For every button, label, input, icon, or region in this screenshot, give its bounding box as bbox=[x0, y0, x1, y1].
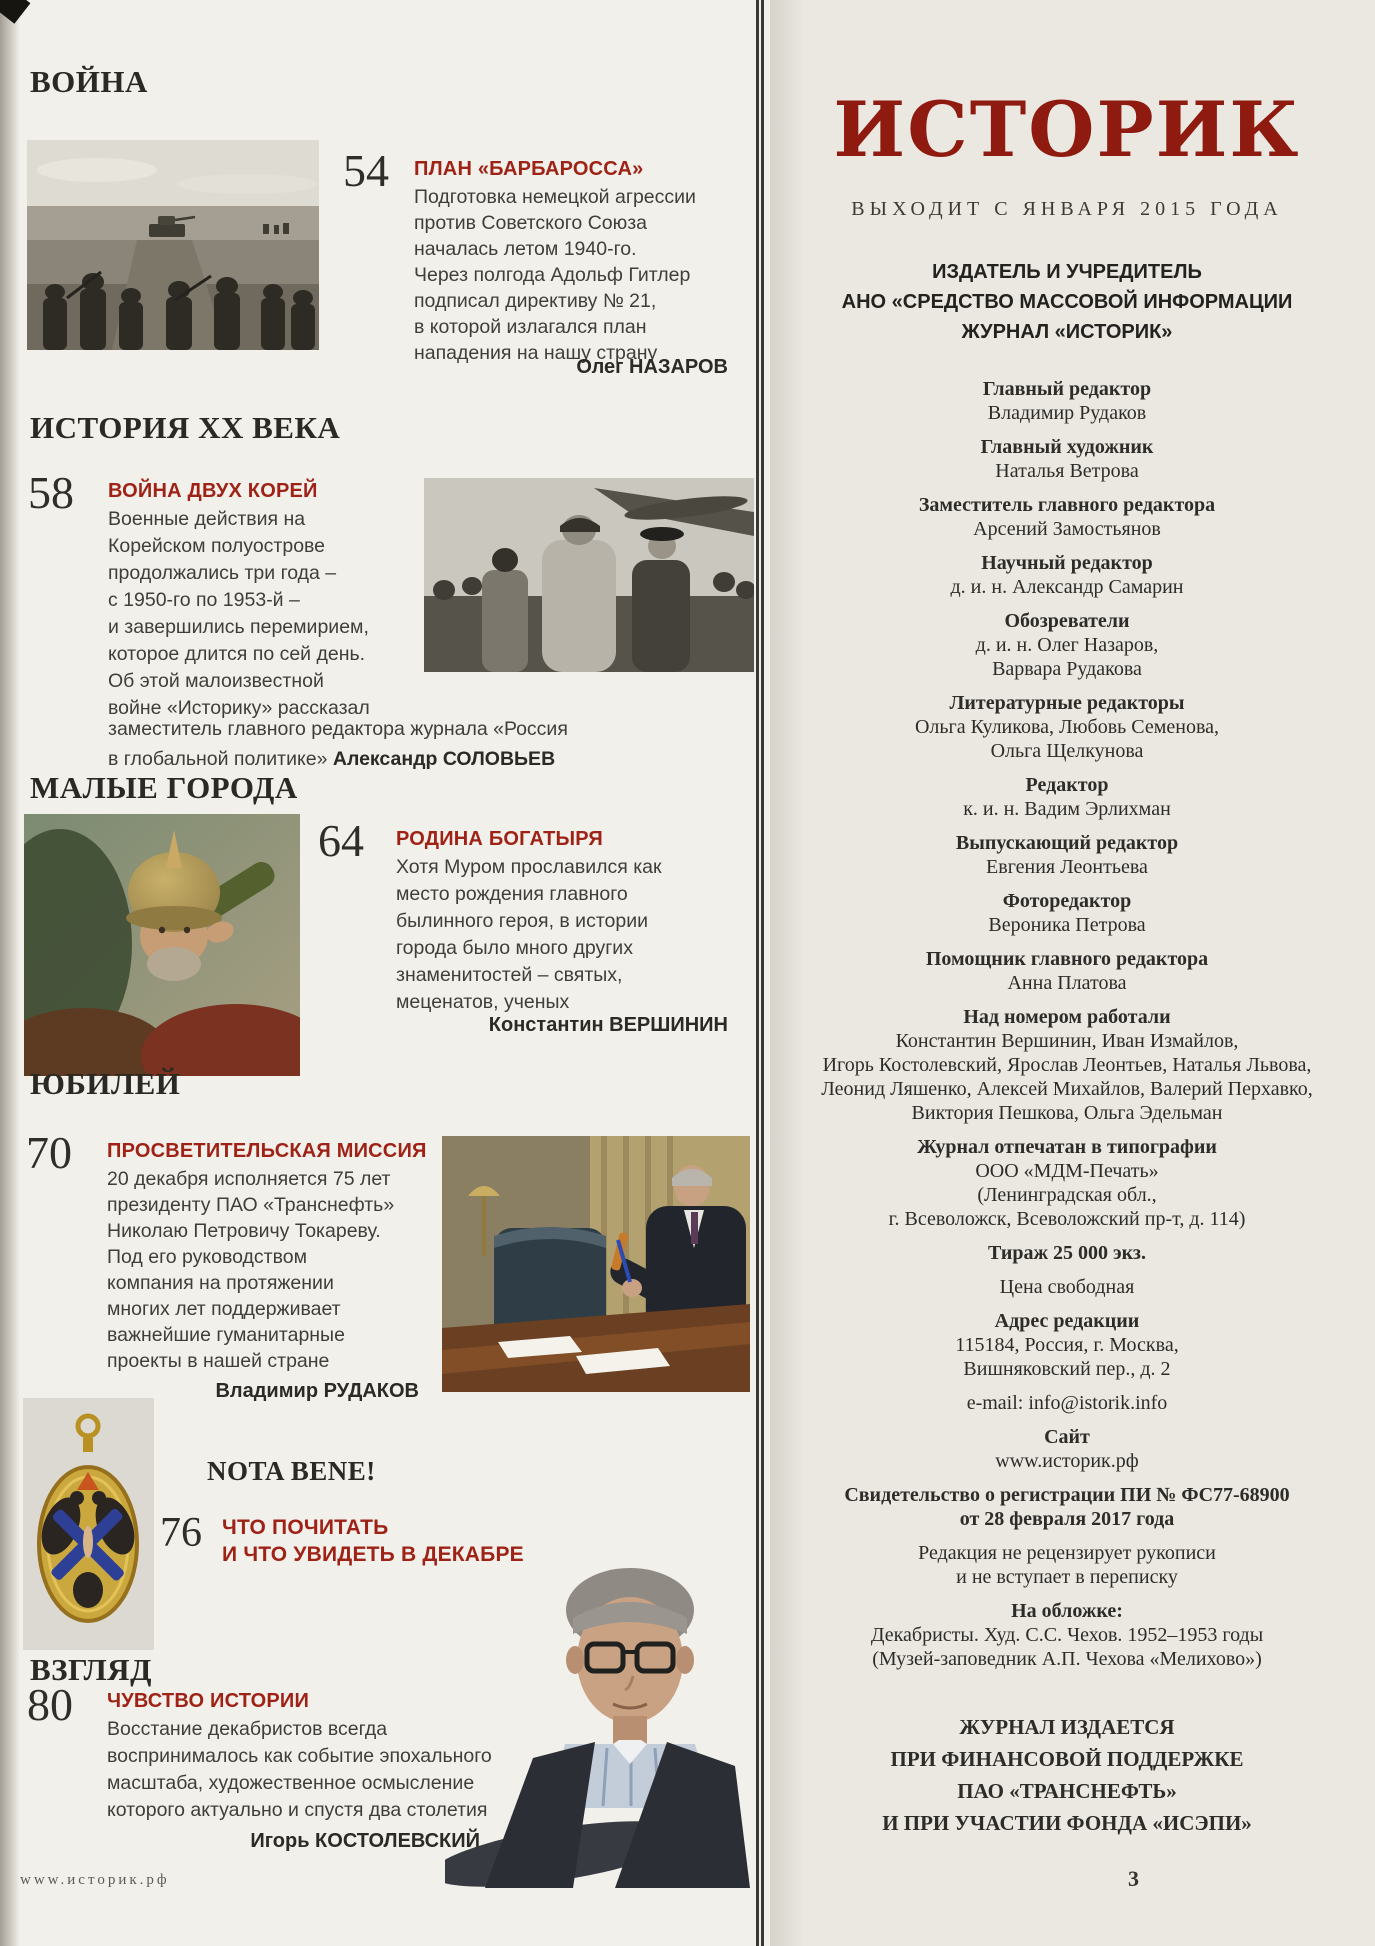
war-photo bbox=[27, 140, 319, 350]
desc-line: многих лет поддерживает bbox=[107, 1298, 341, 1320]
masthead-line: Ольга Куликова, Любовь Семенова, bbox=[914, 716, 1220, 738]
masthead-line: 115184, Россия, г. Москва, bbox=[955, 1334, 1179, 1356]
article-desc-54 bbox=[414, 184, 714, 366]
section-heading-nota-bene: NOTA BENE! bbox=[207, 1456, 376, 1486]
masthead-line: Обозреватели bbox=[1004, 610, 1130, 632]
desc-line: войне «Историку» рассказал bbox=[108, 697, 370, 719]
masthead-line: Научный редактор bbox=[981, 552, 1153, 574]
masthead-group bbox=[788, 947, 1346, 995]
publisher-line: ИЗДАТЕЛЬ И УЧРЕДИТЕЛЬ bbox=[932, 261, 1202, 283]
desc-line: президенту ПАО «Транснефть» bbox=[107, 1194, 395, 1216]
masthead-group bbox=[788, 1599, 1346, 1671]
desc-line: былинного героя, в истории bbox=[396, 910, 649, 932]
desc-line: Подготовка немецкой агрессии bbox=[414, 186, 696, 208]
masthead-line: и не вступает в переписку bbox=[956, 1566, 1178, 1588]
article-author-58: Александр СОЛОВЬЕВ bbox=[332, 748, 556, 770]
article-desc-58-wide: заместитель главного редактора журнала «Россия bbox=[108, 718, 568, 740]
desc-line: 20 декабря исполняется 75 лет bbox=[107, 1168, 391, 1190]
desc-line: продолжались три года – bbox=[108, 562, 337, 584]
masthead-line: Игорь Костолевский, Ярослав Леонтьев, Наталья Львова, bbox=[822, 1054, 1312, 1076]
article-author-54: Олег НАЗАРОВ bbox=[576, 356, 728, 378]
desc-line: место рождения главного bbox=[396, 883, 628, 905]
masthead-line: г. Всеволожск, Всеволожский пр-т, д. 114) bbox=[888, 1208, 1246, 1230]
page-number-76: 76 bbox=[160, 1510, 202, 1556]
article-desc-58 bbox=[108, 506, 418, 722]
masthead-line: Литературные редакторы bbox=[949, 692, 1185, 714]
masthead-group bbox=[788, 1135, 1346, 1231]
masthead-line: д. и. н. Олег Назаров, bbox=[975, 634, 1159, 656]
masthead-group bbox=[788, 1275, 1346, 1299]
masthead-line: (Музей-заповедник А.П. Чехова «Мелихово») bbox=[872, 1648, 1262, 1670]
masthead-group bbox=[788, 493, 1346, 541]
article-title-54: ПЛАН «БАРБАРОССА» bbox=[414, 158, 644, 180]
masthead-line: Заместитель главного редактора bbox=[918, 494, 1216, 516]
masthead-line: Константин Вершинин, Иван Измайлов, bbox=[895, 1030, 1239, 1052]
masthead-line: www.историк.рф bbox=[995, 1450, 1139, 1472]
masthead-line: Главный редактор bbox=[982, 378, 1152, 400]
page-number-54: 54 bbox=[343, 145, 389, 196]
page-number-70: 70 bbox=[26, 1127, 72, 1178]
page-number-58: 58 bbox=[28, 467, 74, 518]
desc-line: Восстание декабристов всегда bbox=[107, 1718, 388, 1740]
masthead-group bbox=[788, 609, 1346, 681]
masthead-line: Редактор bbox=[1025, 774, 1109, 796]
desc-line: Через полгода Адольф Гитлер bbox=[414, 264, 691, 286]
masthead-line: Адрес редакции bbox=[994, 1310, 1140, 1332]
desc-line: Военные действия на bbox=[108, 508, 306, 530]
masthead-line: Выпускающий редактор bbox=[955, 832, 1179, 854]
masthead-line: Виктория Пешкова, Ольга Эдельман bbox=[911, 1102, 1223, 1124]
desc-line: Николаю Петровичу Токареву. bbox=[107, 1220, 381, 1242]
desc-line: Корейском полуострове bbox=[108, 535, 326, 557]
desc-line: компания на протяжении bbox=[107, 1272, 334, 1294]
article-desc-64 bbox=[396, 854, 706, 1016]
masthead-group bbox=[788, 377, 1346, 425]
masthead-group bbox=[788, 1391, 1346, 1415]
desc-line: Об этой малоизвестной bbox=[108, 670, 324, 692]
title-line: И ЧТО УВИДЕТЬ В ДЕКАБРЕ bbox=[222, 1543, 524, 1566]
article-title-80: ЧУВСТВО ИСТОРИИ bbox=[107, 1690, 310, 1712]
desc-line: которое длится по сей день. bbox=[108, 643, 366, 665]
masthead-line: Арсений Замостьянов bbox=[973, 518, 1161, 540]
desc-line: меценатов, ученых bbox=[396, 991, 570, 1013]
desc-line: проекты в нашей стране bbox=[107, 1350, 330, 1372]
masthead-line: ЖУРНАЛ ИЗДАЕТСЯ bbox=[959, 1715, 1175, 1739]
masthead-line: ПРИ ФИНАНСОВОЙ ПОДДЕРЖКЕ bbox=[890, 1747, 1244, 1771]
masthead-group bbox=[788, 773, 1346, 821]
masthead-line: Сайт bbox=[1044, 1426, 1090, 1448]
masthead-group bbox=[788, 889, 1346, 937]
masthead-line: Вероника Петрова bbox=[988, 914, 1146, 936]
page-number-footer: 3 bbox=[1128, 1866, 1139, 1891]
article-title-58: ВОЙНА ДВУХ КОРЕЙ bbox=[108, 480, 318, 502]
korean-war-photo bbox=[424, 478, 754, 672]
masthead-group bbox=[788, 1241, 1346, 1265]
section-heading-towns: МАЛЫЕ ГОРОДА bbox=[30, 770, 298, 805]
masthead-line: ПАО «ТРАНСНЕФТЬ» bbox=[957, 1779, 1177, 1803]
masthead-group bbox=[788, 1541, 1346, 1589]
masthead-line: Владимир Рудаков bbox=[987, 402, 1147, 424]
desc-line: масштаба, художественное осмысление bbox=[107, 1772, 475, 1794]
publisher-block bbox=[788, 257, 1346, 347]
article-author-64: Константин ВЕРШИНИН bbox=[488, 1014, 728, 1036]
desc-line: важнейшие гуманитарные bbox=[107, 1324, 345, 1346]
masthead bbox=[788, 85, 1346, 1839]
masthead-line: Главный художник bbox=[980, 436, 1154, 458]
article-author-70: Владимир РУДАКОВ bbox=[215, 1380, 419, 1402]
section-heading-view: ВЗГЛЯД bbox=[30, 1652, 152, 1687]
masthead-line: Декабристы. Худ. С.С. Чехов. 1952–1953 годы bbox=[870, 1624, 1264, 1646]
desc-line: города было много других bbox=[396, 937, 633, 959]
magazine-logo: ИСТОРИК bbox=[833, 85, 1301, 174]
masthead-line: к. и. н. Вадим Эрлихман bbox=[963, 798, 1171, 820]
column-divider bbox=[756, 0, 764, 1946]
masthead-group bbox=[788, 1309, 1346, 1381]
desc-line: против Советского Союза bbox=[414, 212, 648, 234]
article-desc-80 bbox=[107, 1716, 527, 1824]
masthead-group bbox=[788, 831, 1346, 879]
desc-line: в которой излагался план bbox=[414, 316, 647, 338]
masthead-line: Анна Платова bbox=[1007, 972, 1127, 994]
masthead-line: (Ленинградская обл., bbox=[977, 1184, 1157, 1206]
masthead-group bbox=[788, 1483, 1346, 1531]
title-line: ЧТО ПОЧИТАТЬ bbox=[222, 1516, 389, 1539]
masthead-line: Журнал отпечатан в типографии bbox=[917, 1136, 1217, 1158]
masthead-line: Евгения Леонтьева bbox=[986, 856, 1148, 878]
publisher-line: АНО «СРЕДСТВО МАССОВОЙ ИНФОРМАЦИИ bbox=[841, 291, 1293, 313]
masthead-line: Редакция не рецензирует рукописи bbox=[918, 1542, 1216, 1564]
section-heading-war: ВОЙНА bbox=[30, 64, 148, 99]
desc-line: Под его руководством bbox=[107, 1246, 307, 1268]
article-title-64: РОДИНА БОГАТЫРЯ bbox=[396, 828, 603, 850]
section-heading-jubilee: ЮБИЛЕЙ bbox=[30, 1066, 181, 1101]
masthead-group bbox=[788, 435, 1346, 483]
article-title-70: ПРОСВЕТИТЕЛЬСКАЯ МИССИЯ bbox=[107, 1140, 427, 1162]
page-number-64: 64 bbox=[318, 815, 364, 866]
site-url-footer: www.историк.рф bbox=[20, 1872, 170, 1888]
masthead-line: Свидетельство о регистрации ПИ № ФС77-68900 bbox=[844, 1484, 1290, 1506]
desc-line: Хотя Муром прославился как bbox=[396, 856, 662, 878]
masthead-line: На обложке: bbox=[1011, 1600, 1123, 1622]
article-desc-70 bbox=[107, 1166, 427, 1374]
masthead-groups bbox=[788, 377, 1346, 1839]
section-heading-history: ИСТОРИЯ XX ВЕКА bbox=[30, 410, 341, 445]
desc-line: подписал директиву № 21, bbox=[414, 290, 657, 312]
masthead-line: Варвара Рудакова bbox=[992, 658, 1142, 680]
masthead-line: от 28 февраля 2017 года bbox=[959, 1508, 1175, 1530]
masthead-group bbox=[788, 1711, 1346, 1839]
bogatyr-painting bbox=[24, 814, 300, 1076]
masthead-tagline: ВЫХОДИТ С ЯНВАРЯ 2015 ГОДА bbox=[851, 198, 1283, 220]
masthead-line: Тираж 25 000 экз. bbox=[988, 1242, 1146, 1264]
desc-line: началась летом 1940-го. bbox=[414, 238, 637, 260]
masthead-line: Фоторедактор bbox=[1002, 890, 1132, 912]
desc-line: нападения на нашу страну bbox=[414, 342, 658, 364]
scan-left-edge bbox=[0, 0, 20, 1946]
masthead-line: e-mail: info@istorik.info bbox=[966, 1392, 1168, 1414]
publisher-line: ЖУРНАЛ «ИСТОРИК» bbox=[961, 321, 1173, 343]
page-number-80: 80 bbox=[27, 1679, 73, 1730]
masthead-line: Помощник главного редактора bbox=[925, 948, 1209, 970]
masthead-line: д. и. н. Александр Самарин bbox=[950, 576, 1184, 598]
tokarev-photo bbox=[442, 1136, 750, 1392]
masthead-line: Вишняковский пер., д. 2 bbox=[963, 1358, 1171, 1380]
masthead-line: Леонид Ляшенко, Алексей Михайлов, Валерий Перхавко, bbox=[821, 1078, 1313, 1100]
masthead-line: Наталья Ветрова bbox=[995, 460, 1139, 482]
desc-line: которого актуально и спустя два столетия bbox=[107, 1799, 488, 1821]
desc-line: с 1950-го по 1953-й – bbox=[108, 589, 300, 611]
medal-photo bbox=[23, 1398, 154, 1650]
desc-line: в глобальной политике» bbox=[108, 748, 333, 770]
article-author-80: Игорь КОСТОЛЕВСКИЙ bbox=[250, 1830, 480, 1852]
masthead-group bbox=[788, 1005, 1346, 1125]
masthead-line: Ольга Щелкунова bbox=[990, 740, 1144, 762]
desc-line: и завершились перемирием, bbox=[108, 616, 369, 638]
desc-line: знаменитостей – святых, bbox=[396, 964, 623, 986]
masthead-group bbox=[788, 551, 1346, 599]
masthead-group bbox=[788, 1425, 1346, 1473]
masthead-group bbox=[788, 691, 1346, 763]
masthead-line: ООО «МДМ-Печать» bbox=[975, 1160, 1159, 1182]
desc-line: воспринималось как событие эпохального bbox=[107, 1745, 492, 1767]
article-desc-58-wide2 bbox=[108, 748, 555, 771]
masthead-line: Над номером работали bbox=[963, 1006, 1171, 1028]
masthead-line: И ПРИ УЧАСТИИ ФОНДА «ИСЭПИ» bbox=[882, 1811, 1252, 1835]
masthead-line: Цена свободная bbox=[999, 1276, 1135, 1298]
